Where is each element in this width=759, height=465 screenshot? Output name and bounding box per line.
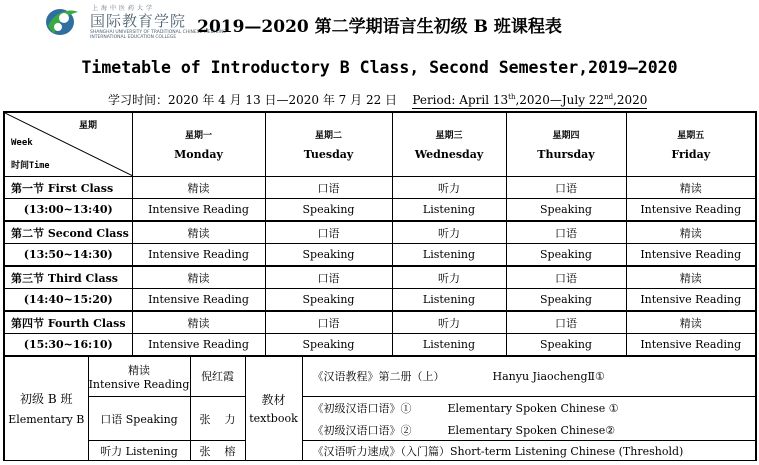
logo-university-name: 上海中医药大学 xyxy=(92,5,156,12)
cell-thursday-cn: 口语 xyxy=(506,221,626,244)
cell-thursday-cn: 口语 xyxy=(506,266,626,289)
cell-friday-en: Intensive Reading xyxy=(626,244,756,267)
course-speaking: 口语 Speaking xyxy=(88,397,190,441)
cell-thursday-cn: 口语 xyxy=(506,311,626,334)
study-period xyxy=(108,91,647,108)
course-intensive-reading: 精读 Intensive Reading xyxy=(88,356,190,397)
cell-friday-cn: 精读 xyxy=(626,177,756,199)
cell-tuesday-cn: 口语 xyxy=(265,266,392,289)
slot-time: (13:00~13:40) xyxy=(4,199,132,222)
slot-row-cn xyxy=(4,311,756,334)
logo-english-line1: SHANGHAI UNIVERSITY OF TRADITIONAL CHINESE MEDICINE xyxy=(90,30,227,35)
slot-name: 第四节 Fourth Class xyxy=(4,311,132,334)
textbook-row-1: 《汉语教程》第二册（上） Hanyu JiaochengⅡ① xyxy=(302,356,756,397)
cell-tuesday-cn: 口语 xyxy=(265,311,392,334)
slot-name: 第二节 Second Class xyxy=(4,221,132,244)
day-header-friday: 星期五 Friday xyxy=(626,112,756,177)
cell-tuesday-en: Speaking xyxy=(265,289,392,312)
course-listening: 听力 Listening xyxy=(88,441,190,461)
slot-row-en xyxy=(4,289,756,312)
cell-tuesday-en: Speaking xyxy=(265,199,392,222)
cell-friday-cn: 精读 xyxy=(626,266,756,289)
cell-wednesday-en: Listening xyxy=(392,244,506,267)
course-info-table xyxy=(3,355,757,461)
logo-college-name: 国际教育学院 xyxy=(90,12,187,30)
cell-monday-en: Intensive Reading xyxy=(132,244,265,267)
period-chinese: 学习时间：2020 年 4 月 13 日—2020 年 7 月 22 日 xyxy=(108,93,398,107)
cell-monday-en: Intensive Reading xyxy=(132,334,265,357)
cell-wednesday-cn: 听力 xyxy=(392,177,506,199)
cell-monday-cn: 精读 xyxy=(132,177,265,199)
cell-tuesday-cn: 口语 xyxy=(265,177,392,199)
cell-friday-cn: 精读 xyxy=(626,311,756,334)
slot-row-cn xyxy=(4,221,756,244)
cell-monday-cn: 精读 xyxy=(132,311,265,334)
class-name-cell: 初级 B 班 Elementary B xyxy=(4,356,88,461)
cell-friday-en: Intensive Reading xyxy=(626,334,756,357)
slot-row-en xyxy=(4,199,756,222)
time-label: 时间Time xyxy=(11,161,50,171)
cell-thursday-en: Speaking xyxy=(506,289,626,312)
period-english: Period: April 13th,2020—July 22nd,2020 xyxy=(412,93,648,107)
slot-time: (14:40~15:20) xyxy=(4,289,132,312)
slot-row-cn xyxy=(4,177,756,199)
cell-friday-en: Intensive Reading xyxy=(626,199,756,222)
title-chinese: 2019—2020 第二学期语言生初级 B 班课程表 xyxy=(197,17,562,37)
cell-wednesday-cn: 听力 xyxy=(392,221,506,244)
cell-thursday-en: Speaking xyxy=(506,199,626,222)
slot-row-cn xyxy=(4,266,756,289)
day-header-wednesday: 星期三 Wednesday xyxy=(392,112,506,177)
slot-time: (13:50~14:30) xyxy=(4,244,132,267)
cell-wednesday-en: Listening xyxy=(392,199,506,222)
cell-thursday-cn: 口语 xyxy=(506,177,626,199)
cell-monday-cn: 精读 xyxy=(132,266,265,289)
cell-monday-cn: 精读 xyxy=(132,221,265,244)
cell-tuesday-en: Speaking xyxy=(265,244,392,267)
title-english: Timetable of Introductory B Class, Second Semester,2019—2020 xyxy=(81,58,678,77)
teacher-listening: 张 榕 xyxy=(190,441,245,461)
slot-row-en xyxy=(4,334,756,357)
textbook-label-cell: 教材 textbook xyxy=(245,356,302,461)
cell-monday-en: Intensive Reading xyxy=(132,289,265,312)
cell-thursday-en: Speaking xyxy=(506,334,626,357)
slot-name: 第三节 Third Class xyxy=(4,266,132,289)
slot-time: (15:30~16:10) xyxy=(4,334,132,357)
schedule-table xyxy=(3,111,757,357)
cell-wednesday-cn: 听力 xyxy=(392,311,506,334)
week-label-en: Week xyxy=(11,138,33,148)
logo-english-line2: INTERNATIONAL EDUCATION COLLEGE xyxy=(90,35,177,40)
week-label-cn: 星期 xyxy=(79,121,98,131)
header-corner xyxy=(4,112,132,177)
textbook-row-2: 《初级汉语口语》① Elementary Spoken Chinese ① 《初级汉语口语》② Elementary Spoken Chinese② xyxy=(302,397,756,441)
cell-friday-en: Intensive Reading xyxy=(626,289,756,312)
cell-wednesday-en: Listening xyxy=(392,289,506,312)
day-header-thursday: 星期四 Thursday xyxy=(506,112,626,177)
slot-row-en xyxy=(4,244,756,267)
cell-monday-en: Intensive Reading xyxy=(132,199,265,222)
teacher-speaking: 张 力 xyxy=(190,397,245,441)
teacher-intensive-reading: 倪红霞 xyxy=(190,356,245,397)
cell-wednesday-cn: 听力 xyxy=(392,266,506,289)
cell-tuesday-cn: 口语 xyxy=(265,221,392,244)
cell-tuesday-en: Speaking xyxy=(265,334,392,357)
textbook-row-3: 《汉语听力速成》（入门篇）Short-term Listening Chinese (Threshold) xyxy=(302,441,756,461)
slot-name: 第一节 First Class xyxy=(4,177,132,199)
cell-friday-cn: 精读 xyxy=(626,221,756,244)
cell-thursday-en: Speaking xyxy=(506,244,626,267)
day-header-tuesday: 星期二 Tuesday xyxy=(265,112,392,177)
day-header-monday: 星期一 Monday xyxy=(132,112,265,177)
cell-wednesday-en: Listening xyxy=(392,334,506,357)
